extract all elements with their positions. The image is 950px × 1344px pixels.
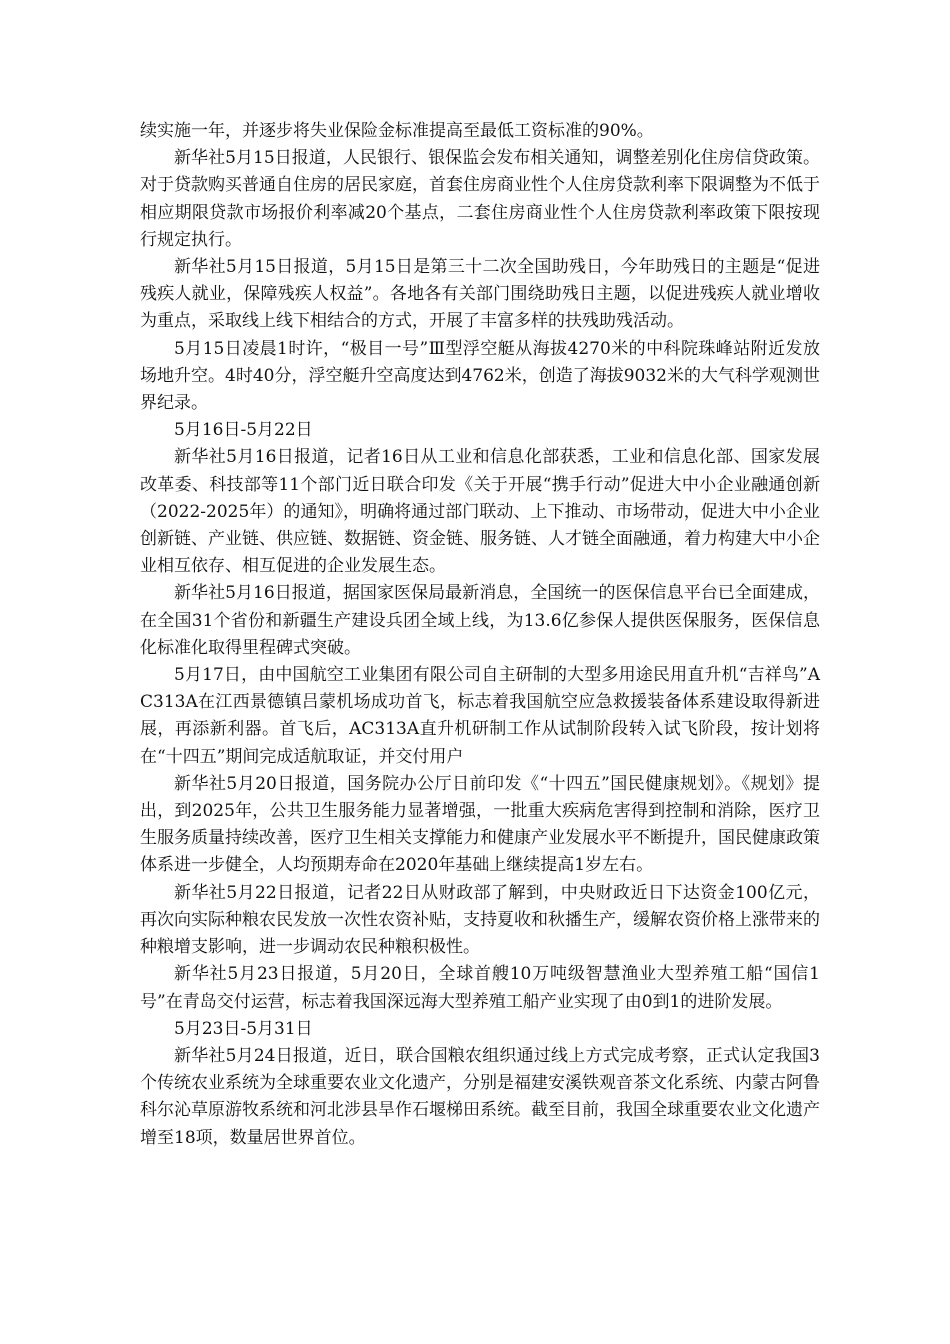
date-range-heading-may-23-31: 5月23日-5月31日 xyxy=(174,1018,313,1039)
paragraph-health-plan: 新华社5月20日报道，国务院办公厅日前印发《“十四五”国民健康规划》。《规划》提出，到2025年，公共卫生服务能力显著增强，一批重大疾病危害得到控制和消除，医疗卫生服务质量持续改善，医疗卫生相关支撑能力和健康产业发展水平不断提升，国民健康政策体系进一步健全，人均预期寿命在2020年基础上继续提高1岁左右。 xyxy=(140,773,820,876)
date-range-heading-may-16-22: 5月16日-5月22日 xyxy=(174,420,313,441)
paragraph-aerostat: 5月15日凌晨1时许，“极目一号”Ⅲ型浮空艇从海拔4270米的中科院珠峰站附近发放场地升空。4时40分，浮空艇升空高度达到4762米，创造了海拔9032米的大气科学观测世界纪录。 xyxy=(140,338,820,414)
paragraph-sme-innovation: 新华社5月16日报道，记者16日从工业和信息化部获悉，工业和信息化部、国家发展改革委、科技部等11个部门近日联合印发《关于开展“携手行动”促进大中小企业融通创新（2022-2025年）的通知》，明确将通过部门联动、上下推动、市场带动，促进大中小企业创新链、产业链、供应链、数据链、资金链、服务链、人才链全面融通，着力构建大中小企业相互依存、相互促进的企业发展生态。 xyxy=(140,447,820,577)
paragraph-helicopter-flight: 5月17日，由中国航空工业集团有限公司自主研制的大型多用途民用直升机“吉祥鸟”AC313A在江西景德镇吕蒙机场成功首飞，标志着我国航空应急救援装备体系建设取得新进展，再添新利器。首飞后，AC313A直升机研制工作从试制阶段转入试飞阶段，按计划将在“十四五”期间完成适航取证，并交付用户 xyxy=(140,665,820,767)
paragraph-unemployment-insurance: 续实施一年，并逐步将失业保险金标准提高至最低工资标准的90%。 xyxy=(140,121,654,141)
paragraph-disability-day: 新华社5月15日报道，5月15日是第三十二次全国助残日，今年助残日的主题是“促进残疾人就业，保障残疾人权益”。各地各有关部门围绕助残日主题，以促进残疾人就业增收为重点，采取线上线下相结合的方式，开展了丰富多样的扶残助残活动。 xyxy=(140,257,820,332)
paragraph-agricultural-heritage: 新华社5月24日报道，近日，联合国粮农组织通过线上方式完成考察，正式认定我国3个传统农业系统为全球重要农业文化遗产，分别是福建安溪铁观音茶文化系统、内蒙古阿鲁科尔沁草原游牧系统和河北涉县旱作石堰梯田系统。截至目前，我国全球重要农业文化遗产增至18项，数量居世界首位。 xyxy=(140,1045,820,1148)
paragraph-aquaculture-ship: 新华社5月23日报道，5月20日，全球首艘10万吨级智慧渔业大型养殖工船“国信1号”在青岛交付运营，标志着我国深远海大型养殖工船产业实现了由0到1的进阶发展。 xyxy=(140,964,820,1012)
paragraph-medical-insurance-platform: 新华社5月16日报道，据国家医保局最新消息，全国统一的医保信息平台已全面建成，在全国31个省份和新疆生产建设兵团全域上线，为13.6亿参保人提供医保服务，医保信息化标准化取得里程碑式突破。 xyxy=(140,583,820,658)
document-body xyxy=(140,118,820,1152)
paragraph-farm-subsidy: 新华社5月22日报道，记者22日从财政部了解到，中央财政近日下达资金100亿元，再次向实际种粮农民发放一次性农资补贴，支持夏收和秋播生产，缓解农资价格上涨带来的种粮增支影响，进一步调动农民种粮积极性。 xyxy=(140,882,820,958)
paragraph-housing-credit: 新华社5月15日报道，人民银行、银保监会发布相关通知，调整差别化住房信贷政策。对于贷款购买普通自住房的居民家庭，首套住房商业性个人住房贷款利率下限调整为不低于相应期限贷款市场报价利率减20个基点，二套住房商业性个人住房贷款利率政策下限按现行规定执行。 xyxy=(140,148,820,250)
